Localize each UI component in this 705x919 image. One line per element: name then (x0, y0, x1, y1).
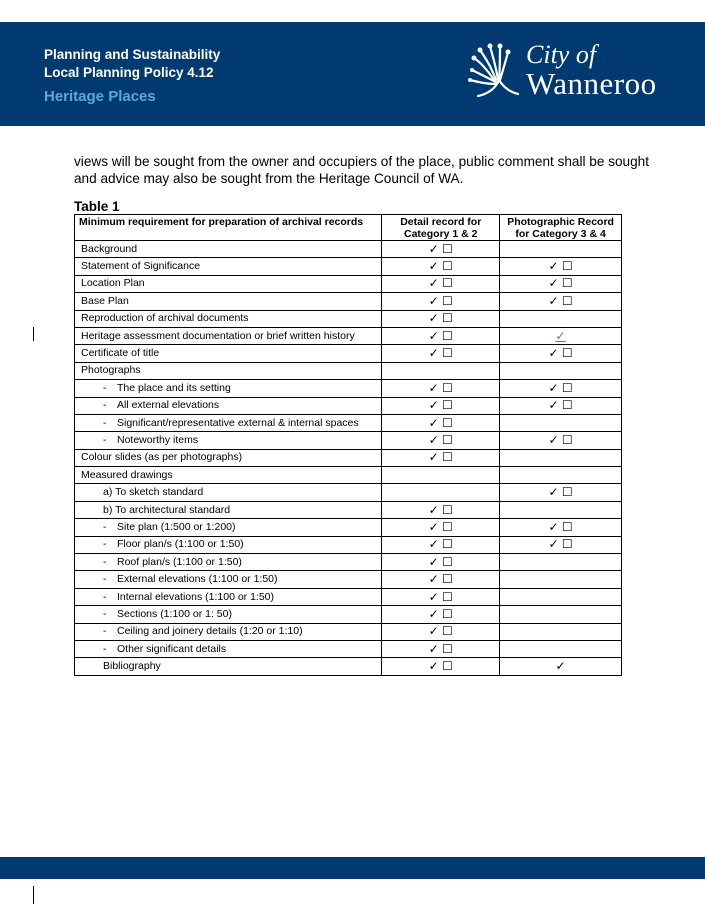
list-dash: - (103, 573, 107, 586)
table-row (75, 519, 622, 536)
photographic-record-mark (500, 293, 622, 310)
table-row (75, 588, 622, 605)
photographic-record-mark (500, 467, 622, 484)
table-row (75, 449, 622, 466)
checkbox-tick-icon: ✓ ☐ (428, 450, 453, 465)
table-row (75, 397, 622, 414)
checkbox-tick-icon: ✓ ☐ (428, 519, 453, 534)
requirement-cell (75, 571, 382, 588)
logo-name-text: Wanneroo (526, 66, 657, 101)
detail-record-mark (382, 640, 500, 657)
checkbox-tick-icon: ✓ ☐ (548, 537, 573, 552)
requirement-cell (75, 501, 382, 518)
checkbox-tick-icon: ✓ ☐ (428, 589, 453, 604)
requirement-cell (75, 606, 382, 623)
requirement-cell (75, 640, 382, 657)
page-header (0, 22, 705, 126)
detail-record-mark (382, 588, 500, 605)
checkbox-tick-icon: ✓ ☐ (428, 572, 453, 587)
table-row (75, 606, 622, 623)
requirement-cell (75, 588, 382, 605)
photographic-record-mark (500, 432, 622, 449)
table-row (75, 432, 622, 449)
kangaroo-paw-logo-icon (466, 40, 522, 100)
requirement-cell (75, 484, 382, 501)
detail-record-mark (382, 414, 500, 431)
checkbox-tick-icon: ✓ ☐ (548, 380, 573, 395)
table-row (75, 623, 622, 640)
requirement-label: External elevations (1:100 or 1:50) (117, 573, 278, 586)
checkbox-tick-icon: ✓ ☐ (428, 624, 453, 639)
photographic-record-mark (500, 658, 622, 675)
table-row (75, 640, 622, 657)
requirement-cell (75, 293, 382, 310)
list-dash: - (103, 520, 107, 533)
table-row (75, 310, 622, 327)
checkbox-tick-icon: ✓ ☐ (428, 380, 453, 395)
photographic-record-mark (500, 414, 622, 431)
requirement-label: b) To architectural standard (103, 503, 231, 516)
detail-record-mark (382, 345, 500, 362)
photographic-record-mark (500, 536, 622, 553)
checkbox-tick-icon: ✓ ☐ (428, 537, 453, 552)
list-dash: - (103, 555, 107, 568)
requirement-cell (75, 397, 382, 414)
requirement-cell (75, 449, 382, 466)
detail-record-mark (382, 241, 500, 258)
requirement-cell (75, 658, 382, 675)
table-header-row (75, 215, 622, 241)
requirement-cell (75, 241, 382, 258)
requirement-label: Bibliography (103, 660, 161, 673)
table-row (75, 536, 622, 553)
requirement-label: Internal elevations (1:100 or 1:50) (117, 590, 275, 603)
detail-record-mark (382, 623, 500, 640)
photographic-record-mark (500, 258, 622, 275)
requirement-label: All external elevations (117, 399, 220, 412)
detail-record-mark (382, 501, 500, 518)
intro-paragraph: views will be sought from the owner and occupiers of the place, public comment shall be sought and advice may also be sought from the Heritage Council of WA. (74, 154, 650, 186)
photographic-record-mark (500, 310, 622, 327)
requirement-label: Colour slides (as per photographs) (81, 451, 243, 464)
requirement-cell (75, 310, 382, 327)
requirement-cell (75, 536, 382, 553)
table-title: Table 1 (74, 199, 120, 214)
table-row (75, 484, 622, 501)
page-footer (0, 857, 705, 879)
requirement-label: Floor plan/s (1:100 or 1:50) (117, 538, 244, 551)
list-dash: - (103, 538, 107, 551)
requirement-cell (75, 362, 382, 379)
department-title: Planning and Sustainability (44, 47, 221, 62)
requirement-cell (75, 275, 382, 292)
photographic-record-mark (500, 397, 622, 414)
photographic-record-mark (500, 623, 622, 640)
photographic-record-mark (500, 275, 622, 292)
checkbox-tick-icon: ✓ ☐ (428, 346, 453, 361)
photographic-record-mark (500, 640, 622, 657)
table-row (75, 293, 622, 310)
checkbox-tick-icon: ✓ ☐ (548, 398, 573, 413)
requirement-label: Statement of Significance (81, 260, 201, 273)
city-logo (466, 40, 676, 104)
text-cursor-marker (33, 327, 34, 341)
table-row (75, 380, 622, 397)
photographic-record-mark (500, 380, 622, 397)
checkbox-tick-icon: ✓ (555, 328, 566, 343)
requirement-label: Site plan (1:500 or 1:200) (117, 520, 236, 533)
checkbox-tick-icon: ✓ ☐ (548, 293, 573, 308)
checkbox-tick-icon: ✓ ☐ (428, 293, 453, 308)
requirement-label: Other significant details (117, 642, 227, 655)
requirement-cell (75, 519, 382, 536)
text-cursor-marker (33, 886, 34, 904)
requirement-cell (75, 327, 382, 344)
detail-record-mark (382, 449, 500, 466)
photographic-record-mark (500, 449, 622, 466)
photographic-record-mark (500, 606, 622, 623)
requirement-label: The place and its setting (117, 381, 231, 394)
checkbox-tick-icon: ✓ ☐ (428, 606, 453, 621)
detail-record-mark (382, 536, 500, 553)
requirement-label: Significant/representative external & internal spaces (117, 416, 359, 429)
checkbox-tick-icon: ✓ ☐ (548, 346, 573, 361)
logo-city-text: City of (526, 40, 597, 69)
table-row (75, 327, 622, 344)
requirement-cell (75, 414, 382, 431)
requirement-label: Heritage assessment documentation or brief written history (81, 329, 355, 342)
table-row (75, 241, 622, 258)
list-dash: - (103, 590, 107, 603)
detail-record-mark (382, 658, 500, 675)
list-dash: - (103, 625, 107, 638)
checkbox-tick-icon: ✓ ☐ (428, 259, 453, 274)
checkbox-tick-icon: ✓ ☐ (428, 276, 453, 291)
checkbox-tick-icon: ✓ ☐ (428, 641, 453, 656)
requirement-label: Background (81, 242, 138, 255)
header-photographic-record: Photographic Record for Category 3 & 4 (500, 215, 622, 241)
checkbox-tick-icon: ✓ ☐ (548, 485, 573, 500)
detail-record-mark (382, 484, 500, 501)
table-row (75, 571, 622, 588)
detail-record-mark (382, 397, 500, 414)
requirement-label: Noteworthy items (117, 433, 199, 446)
detail-record-mark (382, 275, 500, 292)
photographic-record-mark (500, 362, 622, 379)
table-row (75, 275, 622, 292)
detail-record-mark (382, 380, 500, 397)
checkbox-tick-icon: ✓ ☐ (428, 415, 453, 430)
policy-subtitle: Heritage Places (44, 88, 156, 105)
table-row (75, 258, 622, 275)
checkbox-tick-icon: ✓ (555, 659, 566, 674)
detail-record-mark (382, 606, 500, 623)
checkbox-tick-icon: ✓ ☐ (428, 311, 453, 326)
photographic-record-mark (500, 571, 622, 588)
table-row (75, 658, 622, 675)
checkbox-tick-icon: ✓ ☐ (548, 519, 573, 534)
list-dash: - (103, 642, 107, 655)
requirement-cell (75, 432, 382, 449)
requirement-label: Measured drawings (81, 468, 173, 481)
table-row (75, 414, 622, 431)
photographic-record-mark (500, 501, 622, 518)
detail-record-mark (382, 432, 500, 449)
requirement-label: Photographs (81, 364, 141, 377)
checkbox-tick-icon: ✓ ☐ (428, 659, 453, 674)
requirement-label: Certificate of title (81, 347, 160, 360)
requirement-label: Base Plan (81, 294, 129, 307)
table-row (75, 345, 622, 362)
photographic-record-mark (500, 554, 622, 571)
detail-record-mark (382, 571, 500, 588)
requirement-label: a) To sketch standard (103, 486, 204, 499)
list-dash: - (103, 416, 107, 429)
photographic-record-mark (500, 588, 622, 605)
checkbox-tick-icon: ✓ ☐ (428, 241, 453, 256)
detail-record-mark (382, 519, 500, 536)
requirement-cell (75, 345, 382, 362)
table-row (75, 362, 622, 379)
detail-record-mark (382, 310, 500, 327)
header-detail-record: Detail record for Category 1 & 2 (382, 215, 500, 241)
detail-record-mark (382, 293, 500, 310)
photographic-record-mark (500, 345, 622, 362)
checkbox-tick-icon: ✓ ☐ (428, 502, 453, 517)
policy-title: Local Planning Policy 4.12 (44, 65, 214, 80)
photographic-record-mark (500, 484, 622, 501)
requirement-label: Location Plan (81, 277, 145, 290)
requirement-label: Ceiling and joinery details (1:20 or 1:10) (117, 625, 303, 638)
list-dash: - (103, 399, 107, 412)
list-dash: - (103, 433, 107, 446)
requirement-cell (75, 554, 382, 571)
checkbox-tick-icon: ✓ ☐ (428, 398, 453, 413)
requirement-cell (75, 467, 382, 484)
detail-record-mark (382, 258, 500, 275)
requirement-cell (75, 380, 382, 397)
detail-record-mark (382, 327, 500, 344)
checkbox-tick-icon: ✓ ☐ (548, 276, 573, 291)
photographic-record-mark (500, 241, 622, 258)
detail-record-mark (382, 362, 500, 379)
table-row (75, 467, 622, 484)
photographic-record-mark (500, 519, 622, 536)
requirement-label: Sections (1:100 or 1: 50) (117, 607, 232, 620)
requirement-cell (75, 623, 382, 640)
checkbox-tick-icon: ✓ ☐ (428, 328, 453, 343)
requirement-label: Roof plan/s (1:100 or 1:50) (117, 555, 242, 568)
checkbox-tick-icon: ✓ ☐ (548, 432, 573, 447)
detail-record-mark (382, 467, 500, 484)
detail-record-mark (382, 554, 500, 571)
header-requirement: Minimum requirement for preparation of archival records (75, 215, 382, 241)
list-dash: - (103, 607, 107, 620)
requirement-label: Reproduction of archival documents (81, 312, 249, 325)
photographic-record-mark (500, 327, 622, 344)
table-row (75, 554, 622, 571)
list-dash: - (103, 381, 107, 394)
requirement-cell (75, 258, 382, 275)
table-row (75, 501, 622, 518)
checkbox-tick-icon: ✓ ☐ (428, 432, 453, 447)
checkbox-tick-icon: ✓ ☐ (548, 259, 573, 274)
checkbox-tick-icon: ✓ ☐ (428, 554, 453, 569)
archival-records-table (74, 214, 622, 676)
